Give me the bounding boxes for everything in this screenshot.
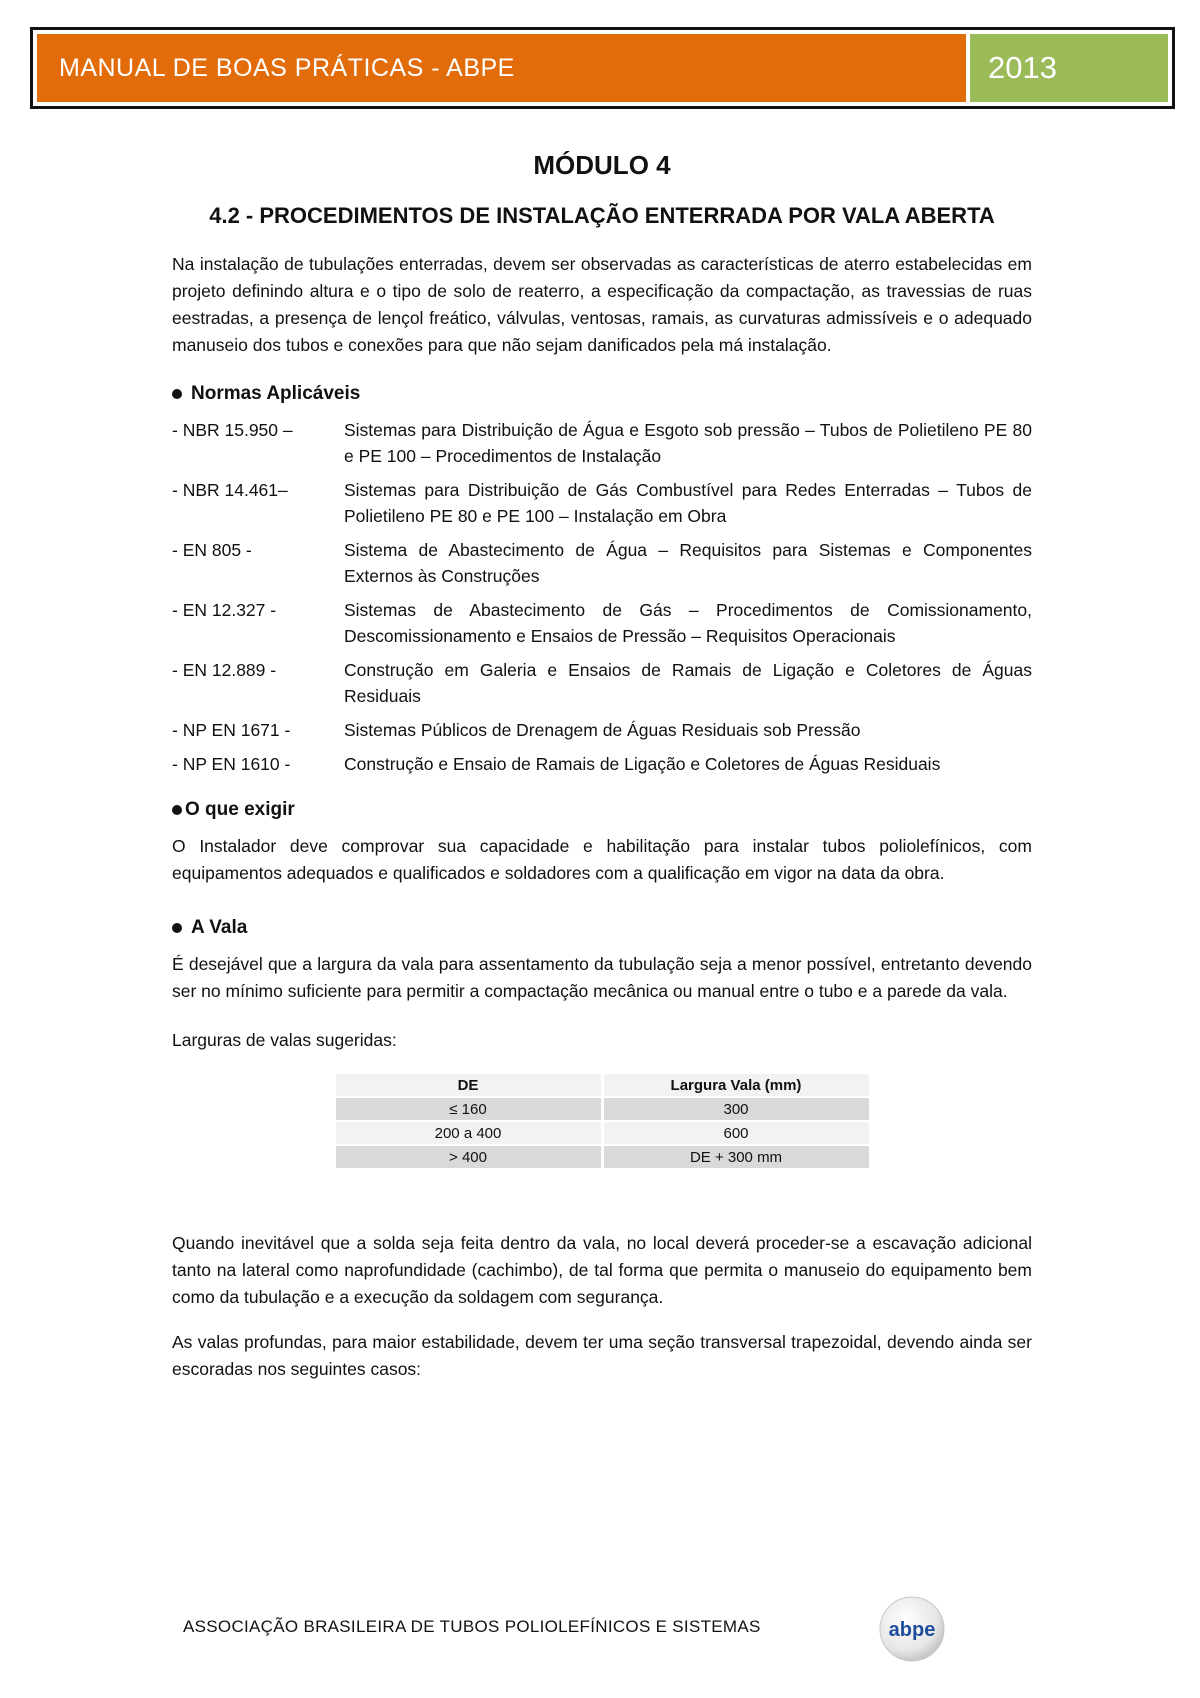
table-header-cell: Largura Vala (mm) (604, 1074, 869, 1096)
table-header-row (336, 1074, 869, 1096)
norms-list (172, 417, 1032, 777)
table-cell: 600 (604, 1122, 869, 1144)
norm-item (172, 597, 1032, 649)
norm-description: Sistemas para Distribuição de Gás Combustível para Redes Enterradas – Tubos de Polietileno PE 80 e PE 100 – Instalação em Obra (344, 480, 1032, 526)
footer-text: ASSOCIAÇÃO BRASILEIRA DE TUBOS POLIOLEFÍNICOS E SISTEMAS (183, 1617, 761, 1636)
exigir-heading-label: O que exigir (185, 799, 295, 820)
norm-item (172, 477, 1032, 529)
header-year: 2013 (969, 33, 1169, 103)
table-cell: DE + 300 mm (604, 1146, 869, 1168)
abpe-logo (878, 1595, 946, 1663)
table-cell: ≤ 160 (336, 1098, 601, 1120)
vala-heading-label: A Vala (191, 917, 248, 938)
norm-description: Sistemas Públicos de Drenagem de Águas Residuais sob Pressão (344, 720, 861, 740)
norm-description: Construção em Galeria e Ensaios de Ramais de Ligação e Coletores de Águas Residuais (344, 660, 1032, 706)
norm-item (172, 417, 1032, 469)
norms-heading (172, 383, 1032, 405)
norm-code: - NP EN 1671 - (172, 720, 291, 740)
table-row (336, 1122, 869, 1144)
norm-code: - NBR 15.950 – (172, 420, 293, 440)
norms-heading-label: Normas Aplicáveis (191, 383, 361, 404)
norm-description: Sistema de Abastecimento de Água – Requisitos para Sistemas e Componentes Externos às Construções (344, 540, 1032, 586)
norm-item (172, 717, 1032, 743)
page-header (30, 27, 1175, 109)
norm-code: - NBR 14.461– (172, 480, 288, 500)
section-title: 4.2 - PROCEDIMENTOS DE INSTALAÇÃO ENTERRADA POR VALA ABERTA (209, 203, 995, 228)
norm-code: - EN 12.327 - (172, 600, 277, 620)
main-content (172, 140, 1032, 1383)
larguras-label: Larguras de valas sugeridas: (172, 1030, 397, 1050)
norm-description: Sistemas de Abastecimento de Gás – Procedimentos de Comissionamento, Descomissionamento e Ensaios de Pressão – Requisitos Operacionais (344, 600, 1032, 646)
table-row (336, 1098, 869, 1120)
bullet-icon (172, 389, 182, 399)
norm-code: - NP EN 1610 - (172, 754, 291, 774)
vala-heading (172, 917, 1032, 939)
table-cell: > 400 (336, 1146, 601, 1168)
solda-paragraph: Quando inevitável que a solda seja feita dentro da vala, no local deverá proceder-se a escavação adicional tanto na lateral como naprofundidade (cachimbo), de tal forma que permita o manuseio do equipamento bem como da tubulação e a execução da soldagem com segurança. (172, 1233, 1032, 1307)
norm-item (172, 657, 1032, 709)
norm-code: - EN 805 - (172, 540, 252, 560)
vala-paragraph: É desejável que a largura da vala para assentamento da tubulação seja a menor possível, entretanto devendo ser no mínimo suficiente para permitir a compactação mecânica ou manual entre o tubo e a parede da vala. (172, 954, 1032, 1001)
trench-width-table (333, 1072, 872, 1170)
table-cell: 200 a 400 (336, 1122, 601, 1144)
header-title: MANUAL DE BOAS PRÁTICAS - ABPE (36, 33, 967, 103)
norm-description: Construção e Ensaio de Ramais de Ligação e Coletores de Águas Residuais (344, 754, 941, 774)
bullet-icon (172, 923, 182, 933)
table-cell: 300 (604, 1098, 869, 1120)
norm-item (172, 537, 1032, 589)
table-row (336, 1146, 869, 1168)
norm-description: Sistemas para Distribuição de Água e Esgoto sob pressão – Tubos de Polietileno PE 80 e PE 100 – Procedimentos de Instalação (344, 420, 1032, 466)
bullet-icon (172, 805, 182, 815)
table-header-cell: DE (336, 1074, 601, 1096)
intro-paragraph: Na instalação de tubulações enterradas, devem ser observadas as características de aterro estabelecidas em projeto definindo altura e o tipo de solo de reaterro, a especificação da compactação, as travessias de ruas eestradas, a presença de lençol freático, válvulas, ventosas, ramais, as curvaturas admissíveis e o adequado manuseio dos tubos e conexões para que não sejam danificados pela má instalação. (172, 254, 1032, 355)
logo-text: abpe (888, 1619, 936, 1641)
exigir-paragraph: O Instalador deve comprovar sua capacidade e habilitação para instalar tubos poliolefínicos, com equipamentos adequados e qualificados e soldadores com a qualificação em vigor na data da obra. (172, 836, 1032, 883)
module-title: MÓDULO 4 (533, 150, 671, 180)
norm-item (172, 751, 1032, 777)
norm-code: - EN 12.889 - (172, 660, 277, 680)
profundas-paragraph: As valas profundas, para maior estabilidade, devem ter uma seção transversal trapezoidal, devendo ainda ser escoradas nos seguintes casos: (172, 1332, 1032, 1379)
exigir-heading (172, 799, 1032, 821)
